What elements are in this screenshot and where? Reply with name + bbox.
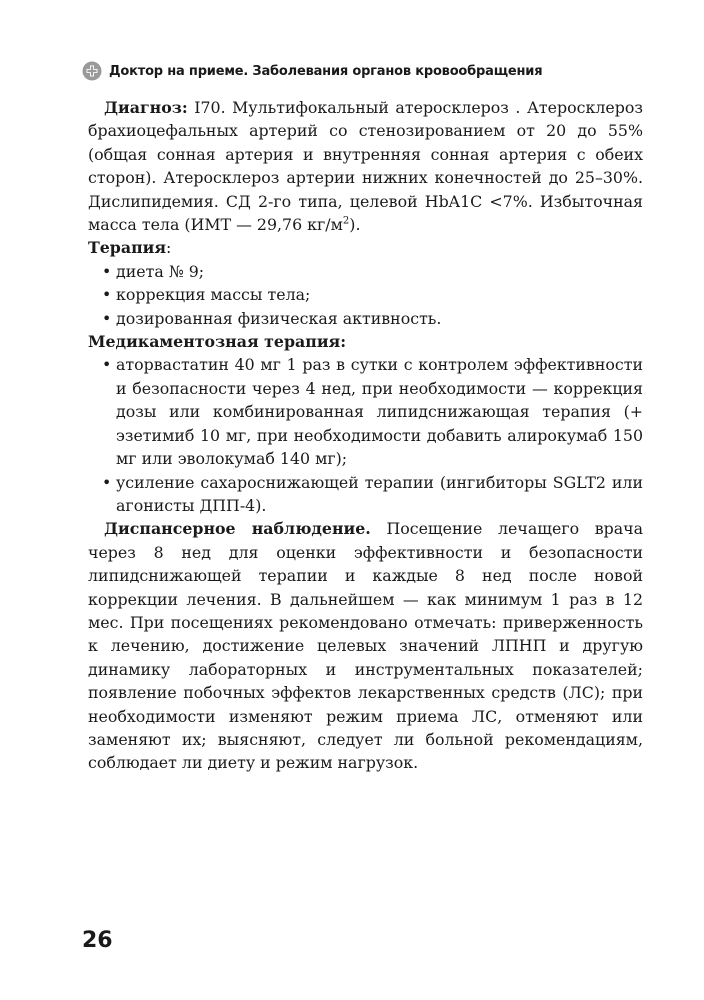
follow-up-label: Диспансерное наблюдение. (104, 519, 371, 539)
medical-cross-circle-icon (82, 61, 102, 81)
list-item: • аторвастатин 40 мг 1 раз в сутки с контролем эффективности и безопасности через 4 нед, при необходимости — коррекция дозы или комбинированная липидснижающая терапия (+ эзетимиб 10 мг, при необходимости добавить алирокумаб 150 мг или эволокумаб 140 мг); (116, 353, 643, 470)
drug-therapy-heading (88, 330, 643, 353)
running-header (82, 60, 542, 82)
page-body (88, 96, 643, 775)
follow-up-text: Посещение лечащего врача через 8 нед для оценки эффективности и безопасности липидснижающей терапии и каждые 8 нед после новой коррекции лечения. В дальнейшем — как минимум 1 раз в 12 мес. При посещениях рекомендовано отмечать: приверженность к лечению, достижение целевых значений ЛПНП и другую динамику лабораторных и инструментальных показателей; появление побочных эффектов лекарственных средств (ЛС); при необходимости изменяют режим приема ЛС, отменяют или заменяют их; выясняют, следует ли больной рекомендациям, соблюдает ли диету и режим нагрузок. (88, 519, 644, 773)
list-item: • диета № 9; (116, 260, 643, 283)
drug-therapy-list (88, 353, 643, 517)
list-item: • коррекция массы тела; (116, 283, 643, 306)
diagnosis-text: I70. Мультифокальный атеросклероз . Атеросклероз брахиоцефальных артерий со стенозированием от 20 до 55% (общая сонная артерия и внутренняя сонная артерия с обеих сторон). Атеросклероз артерии нижних конечностей до 25–30%. Дислипидемия. СД 2-го типа, целевой HbA1C <7%. Избыточная масса тела (ИМТ — 29,76 кг/м (88, 98, 643, 235)
running-header-title: Доктор на приеме. Заболевания органов кровообращения (109, 63, 543, 79)
list-item: • дозированная физическая активность. (116, 307, 643, 330)
therapy-label: Терапия (88, 238, 167, 258)
therapy-colon: : (166, 238, 172, 258)
page-number: 26 (82, 928, 113, 953)
list-item: • усиление сахароснижающей терапии (ингибиторы SGLT2 или агонисты ДПП-4). (116, 471, 643, 518)
diagnosis-tail: ). (349, 215, 361, 235)
therapy-list (88, 260, 643, 330)
follow-up-paragraph (88, 517, 643, 774)
drug-therapy-label: Медикаментозная терапия: (88, 332, 347, 352)
diagnosis-superscript: 2 (342, 215, 350, 227)
diagnosis-paragraph (88, 96, 643, 236)
therapy-heading (88, 236, 643, 259)
diagnosis-label: Диагноз: (104, 98, 188, 117)
